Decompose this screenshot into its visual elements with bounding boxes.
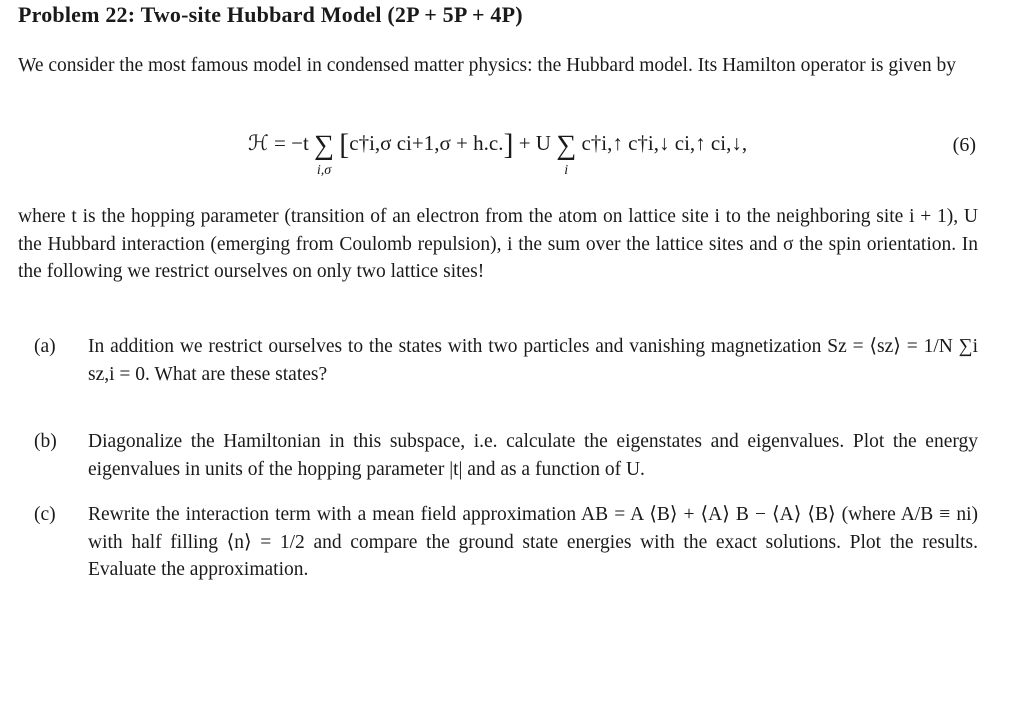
equation-mid: + U [518,131,551,155]
problem-title: Problem 22: Two-site Hubbard Model (2P + 5P + 4P) [18,2,523,27]
sum-limits-2: i [564,163,569,178]
subproblem-label: (a) [34,336,56,357]
sum-symbol-1: ∑ i,σ [314,130,334,178]
sum-limits-1: i,σ [316,163,332,178]
subproblem-label: (c) [34,504,56,525]
explanation-paragraph: where t is the hopping parameter (transition of an electron from the atom on lattice site i to the neighboring site i + 1), U the Hubbard interaction (emerging from Coulomb repulsion), i the sum over the lattice sites and σ the spin orientation. In the following we restrict ourselves on only two lattice sites! [18,206,978,282]
equation-number: (6) [952,134,976,156]
subproblem-label: (b) [34,431,57,452]
interaction-term: c†i,↑ c†i,↓ ci,↑ ci,↓, [581,131,748,155]
sum-symbol-2: ∑ i [556,130,577,178]
equation-lhs: ℋ = −t [248,131,309,155]
subproblem-text: In addition we restrict ourselves to the states with two particles and vanishing magnetization Sz = ⟨sz⟩ = 1/N ∑i sz,i = 0. What are these states? [88,336,978,385]
subproblem-c [34,501,978,584]
hamiltonian-equation [248,128,748,178]
subproblem-b [34,428,978,483]
hopping-term: c†i,σ ci+1,σ + h.c. [349,131,504,155]
intro-paragraph: We consider the most famous model in condensed matter physics: the Hubbard model. Its Hamilton operator is given by [18,55,957,76]
subproblem-a [34,333,978,388]
subproblem-text: Diagonalize the Hamiltonian in this subspace, i.e. calculate the eigenstates and eigenvalues. Plot the energy eigenvalues in units of the hopping parameter |t| and as a function of U. [88,431,978,480]
right-bracket: ] [503,128,514,161]
left-bracket: [ [339,128,350,161]
subproblem-text: Rewrite the interaction term with a mean field approximation AB = A ⟨B⟩ + ⟨A⟩ B − ⟨A⟩ ⟨B⟩ (where A/B ≡ ni) with half filling ⟨n⟩ = 1/2 and compare the ground state energies with the exact solutions. Plot the results. Evaluate the approximation. [88,504,978,580]
